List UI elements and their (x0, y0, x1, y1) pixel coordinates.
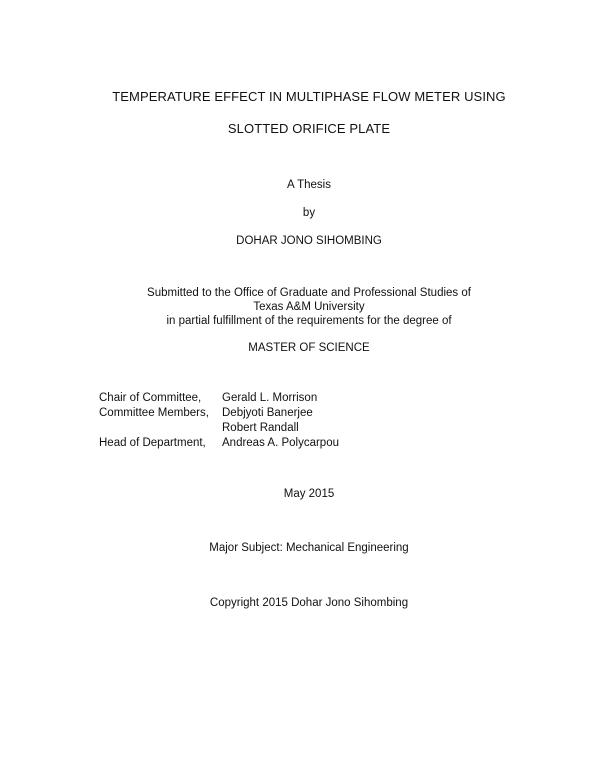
committee-member-name: Andreas A. Polycarpou (222, 437, 339, 449)
by-label: by (302, 207, 316, 219)
committee-role: Committee Members, (99, 407, 209, 419)
committee-role: Head of Department, (99, 437, 206, 449)
degree-name: MASTER OF SCIENCE (248, 342, 370, 354)
submission-line-3: in partial fulfillment of the requirements for the degree of (166, 315, 452, 327)
author-name: DOHAR JONO SIHOMBING (236, 235, 382, 247)
submission-line-1: Submitted to the Office of Graduate and Professional Studies of (147, 287, 471, 299)
committee-role: Chair of Committee, (99, 392, 202, 404)
committee-member-name: Gerald L. Morrison (222, 392, 318, 404)
copyright-notice: Copyright 2015 Dohar Jono Sihombing (209, 597, 409, 609)
submission-line-2: Texas A&M University (253, 301, 365, 313)
title-line-1: TEMPERATURE EFFECT IN MULTIPHASE FLOW METER USING (112, 89, 506, 104)
submission-date: May 2015 (283, 488, 335, 500)
title-line-2: SLOTTED ORIFICE PLATE (227, 121, 391, 136)
committee-member-name: Robert Randall (222, 422, 299, 434)
committee-member-name: Debjyoti Banerjee (222, 407, 313, 419)
document-type: A Thesis (287, 179, 331, 191)
major-subject: Major Subject: Mechanical Engineering (209, 542, 409, 554)
